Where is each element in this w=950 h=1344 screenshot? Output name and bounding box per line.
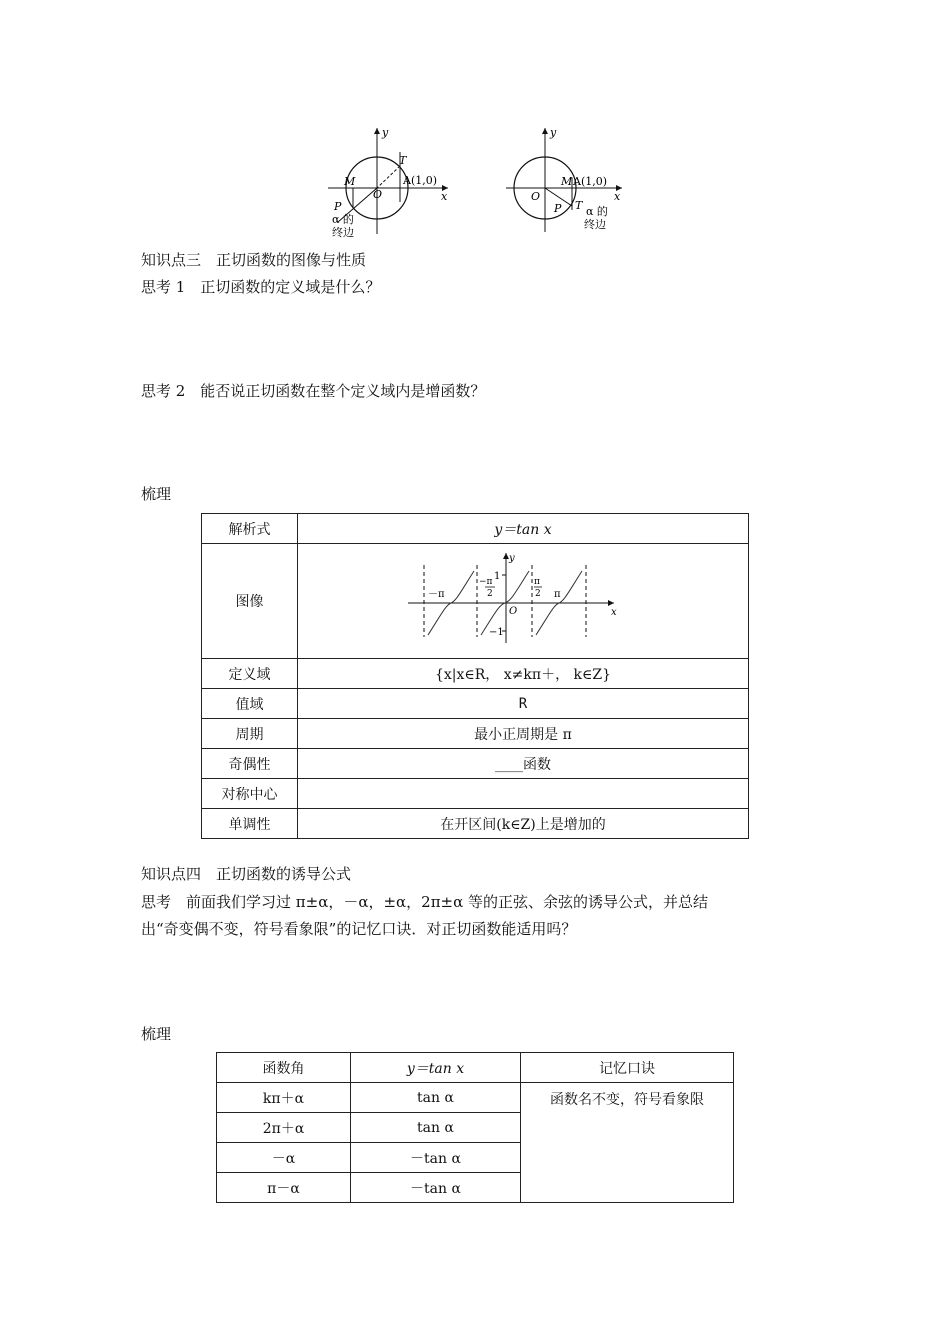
table-row bbox=[202, 514, 749, 544]
fig1-p-label: P bbox=[334, 200, 342, 213]
summary2-label: 梳理 bbox=[141, 1025, 172, 1043]
row-value: R bbox=[298, 689, 749, 719]
fig1-o-label: O bbox=[373, 188, 383, 201]
fig2-x-label: x bbox=[614, 190, 621, 203]
row-key: 奇偶性 bbox=[202, 749, 298, 779]
row-key: 值域 bbox=[202, 689, 298, 719]
tangent-properties-table bbox=[201, 513, 749, 839]
fig2-m-label: M bbox=[561, 175, 573, 188]
graph-x-label: x bbox=[611, 607, 617, 618]
graph-neg-pi-label: －π bbox=[428, 589, 445, 600]
row-key: 单调性 bbox=[202, 809, 298, 839]
value-cell: tan α bbox=[351, 1083, 521, 1113]
table-row bbox=[202, 809, 749, 839]
fig1-m-label: M bbox=[344, 175, 356, 188]
think-line-2: 出“奇变偶不变，符号看象限”的记忆口诀．对正切函数能适用吗？ bbox=[141, 920, 577, 938]
fig1-alpha-label: α 的 bbox=[332, 213, 354, 226]
row-value: 在开区间(k∈Z)上是增加的 bbox=[298, 809, 749, 839]
table-row bbox=[202, 719, 749, 749]
header-function: y＝tan x bbox=[351, 1053, 521, 1083]
unit-circle-figure-1 bbox=[320, 122, 455, 240]
graph-pi-half-num: π bbox=[534, 577, 540, 587]
fig1-x-label: x bbox=[441, 190, 448, 203]
graph-pi-label: π bbox=[554, 589, 561, 600]
induction-formula-table bbox=[216, 1052, 734, 1203]
table-row bbox=[202, 779, 749, 809]
fig1-t-label: T bbox=[399, 154, 407, 167]
angle-cell: π－α bbox=[217, 1173, 351, 1203]
graph-neg-pi-half-num: −π bbox=[479, 577, 493, 587]
fig1-y-label: y bbox=[382, 126, 389, 139]
angle-cell: －α bbox=[217, 1143, 351, 1173]
think2-text: 思考 2 能否说正切函数在整个定义域内是增函数？ bbox=[141, 382, 486, 400]
graph-pi-half-den: 2 bbox=[535, 589, 541, 599]
fig1-terminal-label: 终边 bbox=[332, 226, 354, 239]
row-value bbox=[298, 779, 749, 809]
graph-y-label: y bbox=[509, 553, 515, 564]
tangent-graph-cell bbox=[298, 544, 749, 659]
graph-neg-pi-half-den: 2 bbox=[487, 589, 493, 599]
think1-text: 思考 1 正切函数的定义域是什么？ bbox=[141, 278, 381, 296]
think-line-1: 思考 前面我们学习过 π±α，－α，±α，2π±α 等的正弦、余弦的诱导公式，并总结 bbox=[141, 893, 709, 911]
fig2-y-label: y bbox=[550, 126, 557, 139]
value-cell: －tan α bbox=[351, 1143, 521, 1173]
row-value: ____函数 bbox=[298, 749, 749, 779]
row-key: 对称中心 bbox=[202, 779, 298, 809]
table-row bbox=[202, 749, 749, 779]
row-key: 解析式 bbox=[202, 514, 298, 544]
row-value: y＝tan x bbox=[298, 514, 749, 544]
fig1-a-label: A(1,0) bbox=[403, 174, 438, 187]
row-key: 定义域 bbox=[202, 659, 298, 689]
row-value: 最小正周期是 π bbox=[298, 719, 749, 749]
value-cell: tan α bbox=[351, 1113, 521, 1143]
mnemonic-cell: 函数名不变，符号看象限 bbox=[521, 1083, 734, 1203]
graph-one-label: 1 bbox=[494, 571, 501, 582]
header-mnemonic: 记忆口诀 bbox=[521, 1053, 734, 1083]
fig2-a-label: A(1,0) bbox=[573, 175, 608, 188]
unit-circle-figure-2 bbox=[498, 122, 633, 237]
section3-heading: 知识点三 正切函数的图像与性质 bbox=[141, 251, 367, 269]
graph-origin-label: O bbox=[509, 606, 518, 617]
table-row bbox=[202, 689, 749, 719]
table-row bbox=[217, 1083, 734, 1113]
angle-cell: 2π＋α bbox=[217, 1113, 351, 1143]
row-value: {x|x∈R， x≠kπ＋， k∈Z} bbox=[298, 659, 749, 689]
table-row bbox=[202, 544, 749, 659]
value-cell: －tan α bbox=[351, 1173, 521, 1203]
tangent-graph bbox=[408, 551, 638, 651]
fig2-terminal-label: 终边 bbox=[584, 218, 606, 231]
row-key: 图像 bbox=[202, 544, 298, 659]
fig2-t-label: T bbox=[575, 199, 583, 212]
header-angle: 函数角 bbox=[217, 1053, 351, 1083]
fig2-alpha-label: α 的 bbox=[586, 205, 608, 218]
summary1-label: 梳理 bbox=[141, 485, 172, 503]
table-header-row bbox=[217, 1053, 734, 1083]
fig2-o-label: O bbox=[531, 190, 541, 203]
graph-neg-one-label: −1 bbox=[489, 627, 504, 638]
section4-heading: 知识点四 正切函数的诱导公式 bbox=[141, 865, 352, 883]
angle-cell: kπ＋α bbox=[217, 1083, 351, 1113]
table-row bbox=[202, 659, 749, 689]
fig2-p-label: P bbox=[554, 202, 562, 215]
row-key: 周期 bbox=[202, 719, 298, 749]
